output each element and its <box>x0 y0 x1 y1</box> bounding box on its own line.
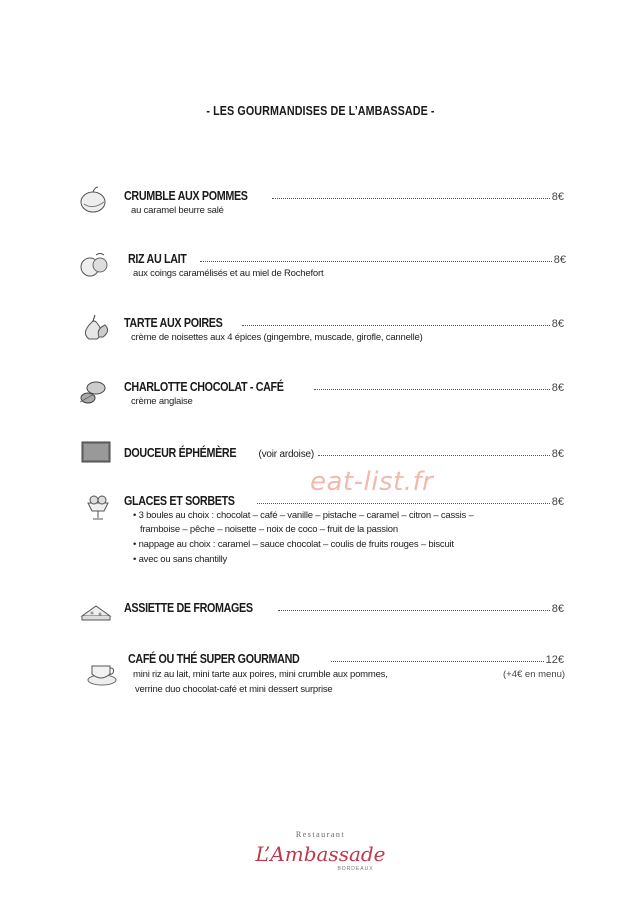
item-description-line: • avec ou sans chantilly <box>133 554 228 565</box>
item-note: (voir ardoise) <box>258 449 314 460</box>
slate-board-icon <box>81 441 111 463</box>
item-name: CHARLOTTE CHOCOLAT - CAFÉ <box>124 380 284 394</box>
item-description: crème de noisettes aux 4 épices (gingembre, muscade, girofle, cannelle) <box>131 332 423 343</box>
dot-leader <box>331 661 543 662</box>
item-description-line: • 3 boules au choix : chocolat – café – vanille – pistache – caramel – citron – cassis – <box>133 510 474 521</box>
item-description-line: • nappage au choix : caramel – sauce chocolat – coulis de fruits rouges – biscuit <box>133 539 454 550</box>
item-price: 12€ <box>545 654 564 666</box>
item-price: 8€ <box>551 603 564 615</box>
item-price: 8€ <box>551 191 564 203</box>
menu-title: - LES GOURMANDISES DE L’AMBASSADE - <box>206 104 435 118</box>
item-description: aux coings caramélisés et au miel de Rochefort <box>133 268 324 279</box>
item-description-line: verrine duo chocolat-café et mini dessert surprise <box>135 684 333 695</box>
pear-sketch-icon <box>77 311 113 343</box>
quince-sketch-icon <box>76 249 112 281</box>
apple-sketch-icon <box>76 184 112 216</box>
item-name: DOUCEUR ÉPHÉMÈRE <box>124 446 237 460</box>
dot-leader <box>257 503 550 504</box>
item-price: 8€ <box>551 382 564 394</box>
item-name: TARTE AUX POIRES <box>124 316 223 330</box>
item-name: GLACES ET SORBETS <box>124 494 235 508</box>
logo-city: BORDEAUX <box>337 866 374 872</box>
item-name: CAFÉ OU THÉ SUPER GOURMAND <box>128 652 300 666</box>
item-description: crème anglaise <box>131 396 193 407</box>
item-description-line: framboise – pêche – noisette – noix de coco – fruit de la passion <box>140 524 398 535</box>
item-name: CRUMBLE AUX POMMES <box>124 189 248 203</box>
cheese-sketch-icon <box>78 596 114 628</box>
item-description: au caramel beurre salé <box>131 205 224 216</box>
logo-name: L’Ambassade <box>255 842 386 866</box>
coffee-beans-sketch-icon <box>76 376 112 408</box>
item-price: 8€ <box>553 254 566 266</box>
item-name: RIZ AU LAIT <box>128 252 187 266</box>
ice-cream-cup-sketch-icon <box>80 491 116 523</box>
dot-leader <box>278 610 550 611</box>
dot-leader <box>314 389 550 390</box>
dot-leader <box>200 261 552 262</box>
item-price: 8€ <box>551 318 564 330</box>
logo-restaurant-label: Restaurant <box>295 830 346 839</box>
item-price: 8€ <box>551 496 564 508</box>
watermark: eat-list.fr <box>310 467 434 497</box>
item-name: ASSIETTE DE FROMAGES <box>124 601 253 615</box>
dot-leader <box>242 325 549 326</box>
item-price: 8€ <box>551 448 564 460</box>
dot-leader <box>272 198 550 199</box>
menu-supplement: (+4€ en menu) <box>503 669 566 680</box>
item-description-line: mini riz au lait, mini tarte aux poires, mini crumble aux pommes, <box>133 669 388 680</box>
dot-leader <box>318 455 550 456</box>
coffee-cup-sketch-icon <box>84 656 120 688</box>
